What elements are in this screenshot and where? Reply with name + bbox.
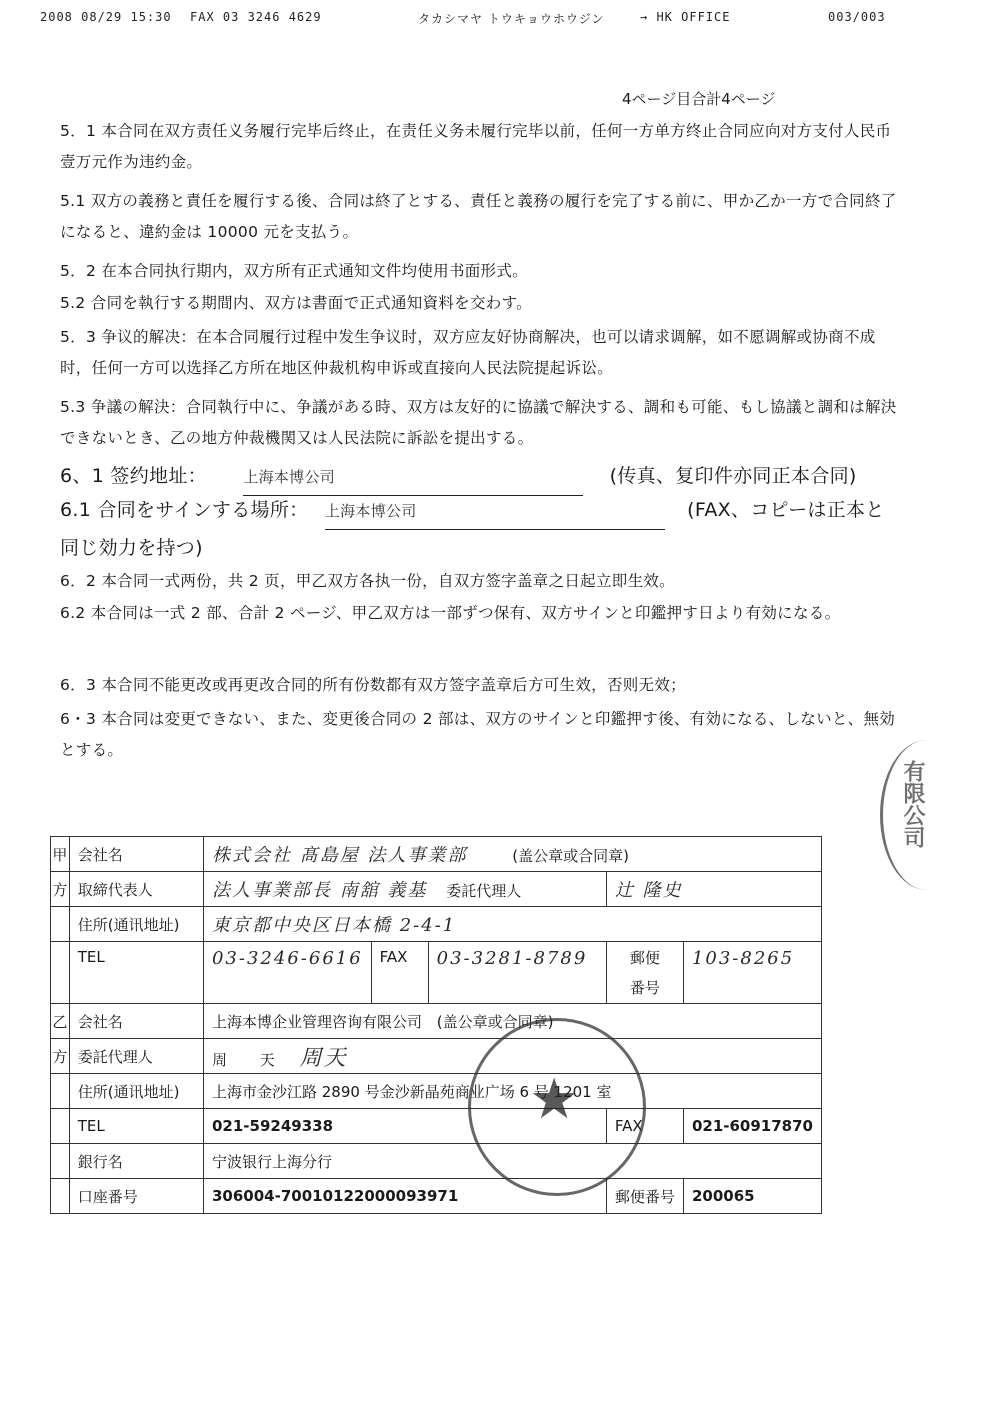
party-b-agent-signature: 周天	[299, 1045, 348, 1071]
clause-5-2-jp: 5.2 合同を執行する期間内、双方は書面で正式通知資料を交わす。	[60, 294, 532, 312]
side-seal-text: 有限公司	[900, 760, 925, 848]
party-a-rep-label: 取締代表人	[69, 872, 203, 907]
party-a-fax-cell	[428, 942, 606, 1004]
party-a-addr-value: 東京都中央区日本橋 2-4-1	[211, 915, 457, 936]
seal-star-icon: ★	[529, 1067, 580, 1132]
party-a-addr-cell	[203, 907, 821, 942]
party-b-bank-value: 宁波银行上海分行	[203, 1144, 821, 1179]
sign-place-jp	[60, 492, 900, 566]
party-b-account-label: 口座番号	[69, 1179, 203, 1214]
fax-datetime: 2008 08/29 15:30	[40, 10, 172, 24]
fax-sender: タカシマヤ トウキョウホウジン	[418, 12, 605, 26]
party-a-zip-label-2: 番号	[629, 978, 660, 997]
party-b-company-value: 上海本博企业管理咨询有限公司	[211, 1012, 422, 1031]
party-b-agent-row	[51, 1039, 822, 1074]
party-b-side-top: 乙	[51, 1004, 70, 1039]
party-a-zip-cell	[683, 942, 821, 1004]
party-a-tel-label: TEL	[69, 942, 203, 1004]
party-b-company-label: 会社名	[69, 1004, 203, 1039]
party-b-tel-label: TEL	[69, 1109, 203, 1144]
party-a-rep-cell	[203, 872, 606, 907]
fax-page: 003/003	[828, 10, 886, 24]
party-a-zip-label-1: 郵便	[629, 948, 660, 967]
party-b-zip-value: 200065	[683, 1179, 821, 1214]
party-a-tel-value: 03-3246-6616	[211, 948, 363, 969]
party-b-tel-value: 021-59249338	[203, 1109, 606, 1144]
clause-5-3-jp: 5.3 争議の解決：合同執行中に、争議がある時、双方は友好的に協議で解決する、調和も可能、もし協議と調和は解決できないとき、乙の地方仲裁機関又は人民法院に訴訟を提出する。	[60, 398, 897, 447]
party-b-addr-value: 上海市金沙江路 2890 号金沙新晶苑商业广场 6 号 1201 室	[203, 1074, 821, 1109]
party-b-bank-row	[51, 1144, 822, 1179]
party-a-agent-label: 委託代理人	[446, 882, 522, 900]
party-a-company-value: 株式会社 髙島屋 法人事業部	[211, 845, 468, 866]
sign-place-cn-value: 上海本博公司	[243, 459, 583, 496]
party-b-agent-value: 周 天	[211, 1050, 289, 1069]
party-a-fax-label: FAX	[371, 942, 428, 1004]
party-b-addr-label: 住所(通讯地址)	[69, 1074, 203, 1109]
party-b-bank-label: 銀行名	[69, 1144, 203, 1179]
sign-place-cn-label: 6、1 签约地址：	[60, 465, 207, 487]
party-b-seal-note: (盖公章或合同章)	[436, 1012, 554, 1031]
party-a-agent-value: 辻 隆史	[614, 880, 683, 901]
party-b-zip-label: 郵便番号	[606, 1179, 683, 1214]
party-a-zip-value: 103-8265	[691, 948, 795, 969]
fax-number: FAX 03 3246 4629	[190, 10, 322, 24]
sign-place-jp-value: 上海本博公司	[325, 493, 665, 530]
page-info: 4ページ目合計4ページ	[622, 90, 776, 108]
party-a-company-label: 会社名	[69, 837, 203, 872]
party-a-addr-label: 住所(通讯地址)	[69, 907, 203, 942]
clause-6-3-cn: 6．3 本合同不能更改或再更改合同的所有份数都有双方签字盖章后方可生效，否则无效；	[60, 676, 686, 694]
clause-5-1-cn: 5．1 本合同在双方责任义务履行完毕后终止，在责任义务未履行完毕以前，任何一方单方终止合同应向对方支付人民币壹万元作为违约金。	[60, 122, 892, 171]
sign-place-cn	[60, 458, 900, 496]
party-b-company-row	[51, 1004, 822, 1039]
party-b-side-bottom: 方	[51, 1039, 70, 1074]
party-a-seal-note: (盖公章或合同章)	[512, 847, 629, 865]
party-a-tel-row	[51, 942, 822, 1004]
party-b-fax-value: 021-60917870	[683, 1109, 821, 1144]
party-b-tel-row	[51, 1109, 822, 1144]
party-a-agent-cell	[606, 872, 821, 907]
party-a-tel-cell	[203, 942, 371, 1004]
fax-destination: → HK OFFICE	[640, 10, 731, 24]
clause-6-2-cn: 6．2 本合同一式两份，共 2 页，甲乙双方各执一份，自双方签字盖章之日起立即生效。	[60, 572, 675, 590]
party-b-addr-row	[51, 1074, 822, 1109]
party-b-fax-label: FAX	[606, 1109, 683, 1144]
clause-5-3-cn: 5．3 争议的解决：在本合同履行过程中发生争议时，双方应友好协商解决，也可以请求调解，如不愿调解或协商不成时，任何一方可以选择乙方所在地区仲裁机构申诉或直接向人民法院提起诉讼。	[60, 328, 876, 377]
sign-place-jp-label: 6.1 合同をサインする場所：	[60, 499, 309, 521]
clause-6-2-jp: 6.2 本合同は一式 2 部、合計 2 ページ、甲乙双方は一部ずつ保有、双方サインと印鑑押す日より有効になる。	[60, 604, 841, 622]
sign-place-cn-note: (传真、复印件亦同正本合同)	[609, 465, 857, 487]
party-a-company-row	[51, 837, 822, 872]
party-b-account-value: 306004-70010122000093971	[203, 1179, 606, 1214]
party-b-agent-label: 委託代理人	[69, 1039, 203, 1074]
party-a-zip-label	[606, 942, 683, 1004]
party-b-account-row	[51, 1179, 822, 1214]
clause-6-3-jp: 6・3 本合同は変更できない、また、変更後合同の 2 部は、双方のサインと印鑑押す後、有効になる、しないと、無効とする。	[60, 710, 896, 759]
company-seal-stamp	[468, 1018, 646, 1196]
side-seal-stamp	[880, 740, 973, 890]
party-a-company-cell	[203, 837, 821, 872]
party-a-side-top: 甲	[51, 837, 70, 872]
party-a-rep-value: 法人事業部長 南舘 義基	[211, 880, 428, 901]
sign-place-jp-note: (FAX、コピーは正本と同じ効力を持つ)	[60, 499, 885, 559]
clause-5-1-jp: 5.1 双方の義務と責任を履行する後、合同は終了とする、責任と義務の履行を完了する前に、甲か乙か一方で合同終了になると、違約金は 10000 元を支払う。	[60, 192, 897, 241]
clause-5-2-cn: 5．2 在本合同执行期内，双方所有正式通知文件均使用书面形式。	[60, 262, 528, 280]
signature-table	[50, 836, 822, 1214]
party-a-fax-value: 03-3281-8789	[436, 948, 588, 969]
party-a-side-bottom: 方	[51, 872, 70, 907]
party-a-rep-row	[51, 872, 822, 907]
party-a-addr-row	[51, 907, 822, 942]
